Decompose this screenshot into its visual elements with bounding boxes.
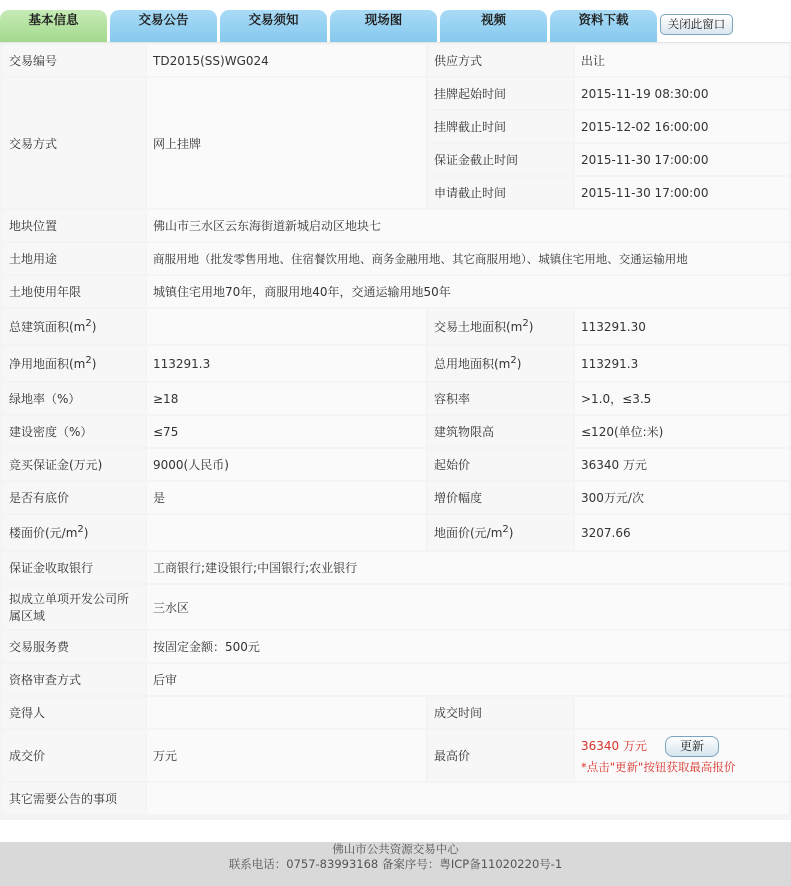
table-row bbox=[3, 383, 791, 414]
density-label: 建设密度（%） bbox=[3, 416, 147, 447]
table-row bbox=[3, 515, 791, 550]
max-price-cell bbox=[575, 730, 791, 781]
winner-value bbox=[147, 697, 428, 728]
table-row bbox=[3, 346, 791, 381]
deal-price-value: 万元 bbox=[147, 730, 428, 781]
trade-area-label: 交易土地面积$(m^2)$ bbox=[428, 309, 575, 344]
deposit-value: 9000(人民币) bbox=[147, 449, 428, 480]
company-value: 三水区 bbox=[147, 585, 791, 629]
total-build-label: 总建筑面积$(m^2)$ bbox=[3, 309, 147, 344]
height-value: ≤120(单位:米) bbox=[575, 416, 791, 447]
table-row bbox=[3, 276, 791, 307]
total-build-value bbox=[147, 309, 428, 344]
supply-label: 供应方式 bbox=[428, 45, 575, 76]
close-window-button[interactable]: 关闭此窗口 bbox=[660, 14, 733, 35]
deal-price-label: 成交价 bbox=[3, 730, 147, 781]
bank-value: 工商银行;建设银行;中国银行;农业银行 bbox=[147, 552, 791, 583]
years-value: 城镇住宅用地70年，商服用地40年，交通运输用地50年 bbox=[147, 276, 791, 307]
table-row bbox=[3, 664, 791, 695]
review-value: 后审 bbox=[147, 664, 791, 695]
supply-value: 出让 bbox=[575, 45, 791, 76]
tab-bar bbox=[0, 0, 791, 42]
info-table bbox=[3, 43, 791, 816]
list-end-value: 2015-12-02 16:00:00 bbox=[575, 111, 791, 142]
height-label: 建筑物限高 bbox=[428, 416, 575, 447]
table-row bbox=[3, 45, 791, 76]
winner-label: 竞得人 bbox=[3, 697, 147, 728]
fee-value: 按固定金额：500元 bbox=[147, 631, 791, 662]
density-value: ≤75 bbox=[147, 416, 428, 447]
table-row bbox=[3, 482, 791, 513]
table-row bbox=[3, 730, 791, 781]
table-row bbox=[3, 449, 791, 480]
green-value: ≥18 bbox=[147, 383, 428, 414]
deposit-end-label: 保证金截止时间 bbox=[428, 144, 575, 175]
table-row bbox=[3, 585, 791, 629]
info-panel bbox=[0, 42, 791, 820]
table-row bbox=[3, 783, 791, 814]
green-label: 绿地率（%） bbox=[3, 383, 147, 414]
list-end-label: 挂牌截止时间 bbox=[428, 111, 575, 142]
trade-no-value: TD2015(SS)WG024 bbox=[147, 45, 428, 76]
max-price-label: 最高价 bbox=[428, 730, 575, 781]
land-price-value: 3207.66 bbox=[575, 515, 791, 550]
deal-time-label: 成交时间 bbox=[428, 697, 575, 728]
usage-value: 商服用地（批发零售用地、住宿餐饮用地、商务金融用地、其它商服用地）、城镇住宅用地、交通运输用地 bbox=[147, 243, 791, 274]
apply-end-value: 2015-11-30 17:00:00 bbox=[575, 177, 791, 208]
far-value: >1.0，≤3.5 bbox=[575, 383, 791, 414]
tab-downloads[interactable]: 资料下载 bbox=[550, 10, 657, 42]
years-label: 土地使用年限 bbox=[3, 276, 147, 307]
list-start-label: 挂牌起始时间 bbox=[428, 78, 575, 109]
net-area-value: 113291.3 bbox=[147, 346, 428, 381]
net-area-label: 净用地面积$(m^2)$ bbox=[3, 346, 147, 381]
refresh-note: *点击"更新"按钮获取最高报价 bbox=[581, 760, 736, 774]
company-label: 拟成立单项开发公司所属区域 bbox=[3, 585, 147, 629]
reserve-label: 是否有底价 bbox=[3, 482, 147, 513]
total-area-label: 总用地面积$(m^2)$ bbox=[428, 346, 575, 381]
location-value: 佛山市三水区云东海街道新城启动区地块七 bbox=[147, 210, 791, 241]
land-price-label: 地面价(元$/m^2$) bbox=[428, 515, 575, 550]
footer bbox=[0, 842, 791, 886]
footer-org: 佛山市公共资源交易中心 bbox=[332, 842, 459, 856]
far-label: 容积率 bbox=[428, 383, 575, 414]
bank-label: 保证金收取银行 bbox=[3, 552, 147, 583]
tab-basic-info[interactable]: 基本信息 bbox=[0, 10, 107, 42]
total-area-value: 113291.3 bbox=[575, 346, 791, 381]
table-row bbox=[3, 631, 791, 662]
table-row bbox=[3, 552, 791, 583]
fee-label: 交易服务费 bbox=[3, 631, 147, 662]
start-price-value: 36340 万元 bbox=[575, 449, 791, 480]
table-row bbox=[3, 416, 791, 447]
apply-end-label: 申请截止时间 bbox=[428, 177, 575, 208]
max-price-value: 36340 万元 bbox=[581, 739, 647, 753]
trade-mode-label: 交易方式 bbox=[3, 78, 147, 208]
table-row bbox=[3, 243, 791, 274]
deal-time-value bbox=[575, 697, 791, 728]
floor-price-value bbox=[147, 515, 428, 550]
table-row bbox=[3, 78, 791, 109]
footer-contact: 联系电话：0757-83993168 备案序号：粤ICP备11020220号-1 bbox=[228, 857, 563, 871]
increment-label: 增价幅度 bbox=[428, 482, 575, 513]
trade-no-label: 交易编号 bbox=[3, 45, 147, 76]
deposit-label: 竞买保证金(万元) bbox=[3, 449, 147, 480]
tab-trade-notice[interactable]: 交易公告 bbox=[110, 10, 217, 42]
other-value bbox=[147, 783, 791, 814]
tab-video[interactable]: 视频 bbox=[440, 10, 547, 42]
list-start-value: 2015-11-19 08:30:00 bbox=[575, 78, 791, 109]
reserve-value: 是 bbox=[147, 482, 428, 513]
increment-value: 300万元/次 bbox=[575, 482, 791, 513]
other-label: 其它需要公告的事项 bbox=[3, 783, 147, 814]
tab-trade-rules[interactable]: 交易须知 bbox=[220, 10, 327, 42]
review-label: 资格审查方式 bbox=[3, 664, 147, 695]
start-price-label: 起始价 bbox=[428, 449, 575, 480]
trade-mode-value: 网上挂牌 bbox=[147, 78, 428, 208]
location-label: 地块位置 bbox=[3, 210, 147, 241]
refresh-button[interactable]: 更新 bbox=[665, 736, 719, 757]
deposit-end-value: 2015-11-30 17:00:00 bbox=[575, 144, 791, 175]
floor-price-label: 楼面价(元$/m^2$) bbox=[3, 515, 147, 550]
table-row bbox=[3, 697, 791, 728]
tab-site-photo[interactable]: 现场图 bbox=[330, 10, 437, 42]
trade-area-value: 113291.30 bbox=[575, 309, 791, 344]
table-row bbox=[3, 309, 791, 344]
table-row bbox=[3, 210, 791, 241]
usage-label: 土地用途 bbox=[3, 243, 147, 274]
